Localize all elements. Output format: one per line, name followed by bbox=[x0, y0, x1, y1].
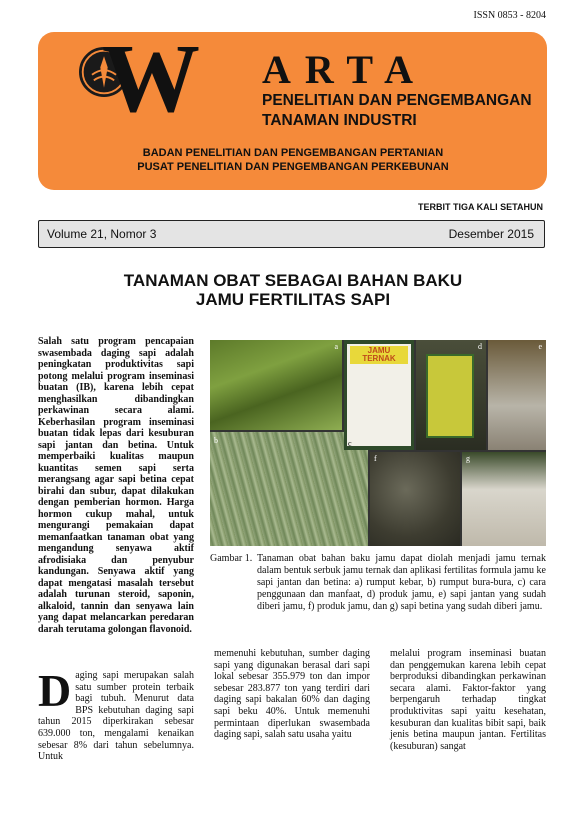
photo-label: b bbox=[214, 436, 218, 445]
abstract: Salah satu program pencapaian swasembada daging sapi adalah peningkatan produktivitas sapi potong melalui program inseminasi buatan (IB), karena lebih cepat menghasilkan dibandingkan perkawinan secara alami. Keberhasilan program inseminasi buatan tidak lepas dari kesuburan sapi jantan dan betina. Untuk memperbaiki kualitas maupun kuantitas semen sapi serta merangsang agar sapi betina cepat birahi dan subur, dapat dilakukan dengan pemberian hormon. Harga hormon cukup mahal, untuk mengurangi pemakaian dapat memanfaatkan tanaman obat yang mengandung senyawa aktif afrodisiaka dan penyubur kandungan. Senyawa aktif yang dapat mengatasi masalah tersebut adalah turunan steroid, saponin, alkaloid, tannin dan senyawa lain yang dapat melancarkan peredaran darah terutama golongan flavonoid. bbox=[38, 336, 194, 635]
article-title-line-1: TANAMAN OBAT SEBAGAI BAHAN BAKU bbox=[123, 271, 463, 290]
article-title-line-2: JAMU FERTILITAS SAPI bbox=[195, 290, 391, 309]
photo-rumput-kebar bbox=[210, 340, 342, 430]
photo-bull bbox=[488, 340, 546, 450]
figure-photo-collage bbox=[210, 340, 546, 546]
product-bag bbox=[426, 354, 474, 438]
caption-label: Gambar 1. bbox=[210, 553, 253, 564]
issn-number: ISSN 0853 - 8204 bbox=[473, 10, 546, 21]
publisher-line-2: PUSAT PENELITIAN DAN PENGEMBANGAN PERKEBUNAN bbox=[137, 161, 449, 173]
photo-jamu-sacks bbox=[370, 452, 460, 546]
body-column-1 bbox=[38, 665, 194, 763]
photo-label: g bbox=[466, 454, 470, 463]
photo-label: a bbox=[334, 342, 338, 351]
caption-text: Tanaman obat bahan baku jamu dapat diolah menjadi jamu ternak dalam bentuk serbuk jamu ternak dan aplikasi fertilitas formula jamu ke sapi jantan dan betina: a) rumput kebar, b) rumput bura-bura, c) cara penggunaan dan manfaat, d) produk jamu, e) sapi jantan yang sudah diberi jamu, f) produk jamu, dan g) sapi betina yang sudah diberi jamu. bbox=[257, 553, 546, 612]
masthead-subtitle-2: TANAMAN INDUSTRI bbox=[262, 112, 417, 129]
issue-bar bbox=[38, 220, 545, 248]
poster-title: JAMU TERNAK bbox=[350, 346, 408, 364]
photo-label: e bbox=[538, 342, 542, 351]
photo-label: d bbox=[478, 342, 482, 351]
drop-cap: D bbox=[38, 665, 72, 716]
photo-usage-poster bbox=[344, 340, 414, 450]
photo-jamu-product bbox=[416, 340, 486, 450]
publisher-line-1: BADAN PENELITIAN DAN PENGEMBANGAN PERTANIAN bbox=[142, 147, 444, 159]
body-column-2: memenuhi kebutuhan, sumber daging sapi yang digunakan berasal dari sapi lokal sebesar 355.979 ton dan impor sebesar 283.877 ton yang terdiri dari daging sapi bakalan 60% dan daging sapi beku 40%. Untuk memenuhi permintaan diperlukan swasembada daging sapi, salah satu usaha yaitu bbox=[214, 648, 370, 741]
issue-volume: Volume 21, Nomor 3 bbox=[47, 227, 157, 241]
body-text-1: aging sapi merupakan salah satu sumber protein terbaik bagi tubuh. Menurut data BPS kebutuhan daging sapi tahun 2015 diperkirakan sebesar 639.000 ton, mengalami kenaikan sebesar 8% dari tahun sebelumnya. Untuk bbox=[38, 670, 194, 763]
masthead-subtitle-1: PENELITIAN DAN PENGEMBANGAN bbox=[262, 92, 532, 109]
masthead-big-letter: W bbox=[102, 25, 200, 133]
photo-label: c bbox=[348, 439, 352, 448]
photo-label: f bbox=[374, 454, 377, 463]
issue-date: Desember 2015 bbox=[448, 227, 534, 241]
masthead-arta: ARTA bbox=[262, 47, 427, 92]
body-column-3: melalui program inseminasi buatan dan penggemukan karena lebih cepat berproduksi dibandingkan perkawinan secara alami. Faktor-faktor yang berpengaruh terhadap tingkat produktivitas sapi yaitu kesehatan, kesuburan dan kualitas bibit sapi, baik jenis betina maupun jantan. Fertilitas (kesuburan) sangat bbox=[390, 648, 546, 752]
frequency-note: TERBIT TIGA KALI SETAHUN bbox=[418, 202, 543, 212]
photo-cow bbox=[462, 452, 546, 546]
